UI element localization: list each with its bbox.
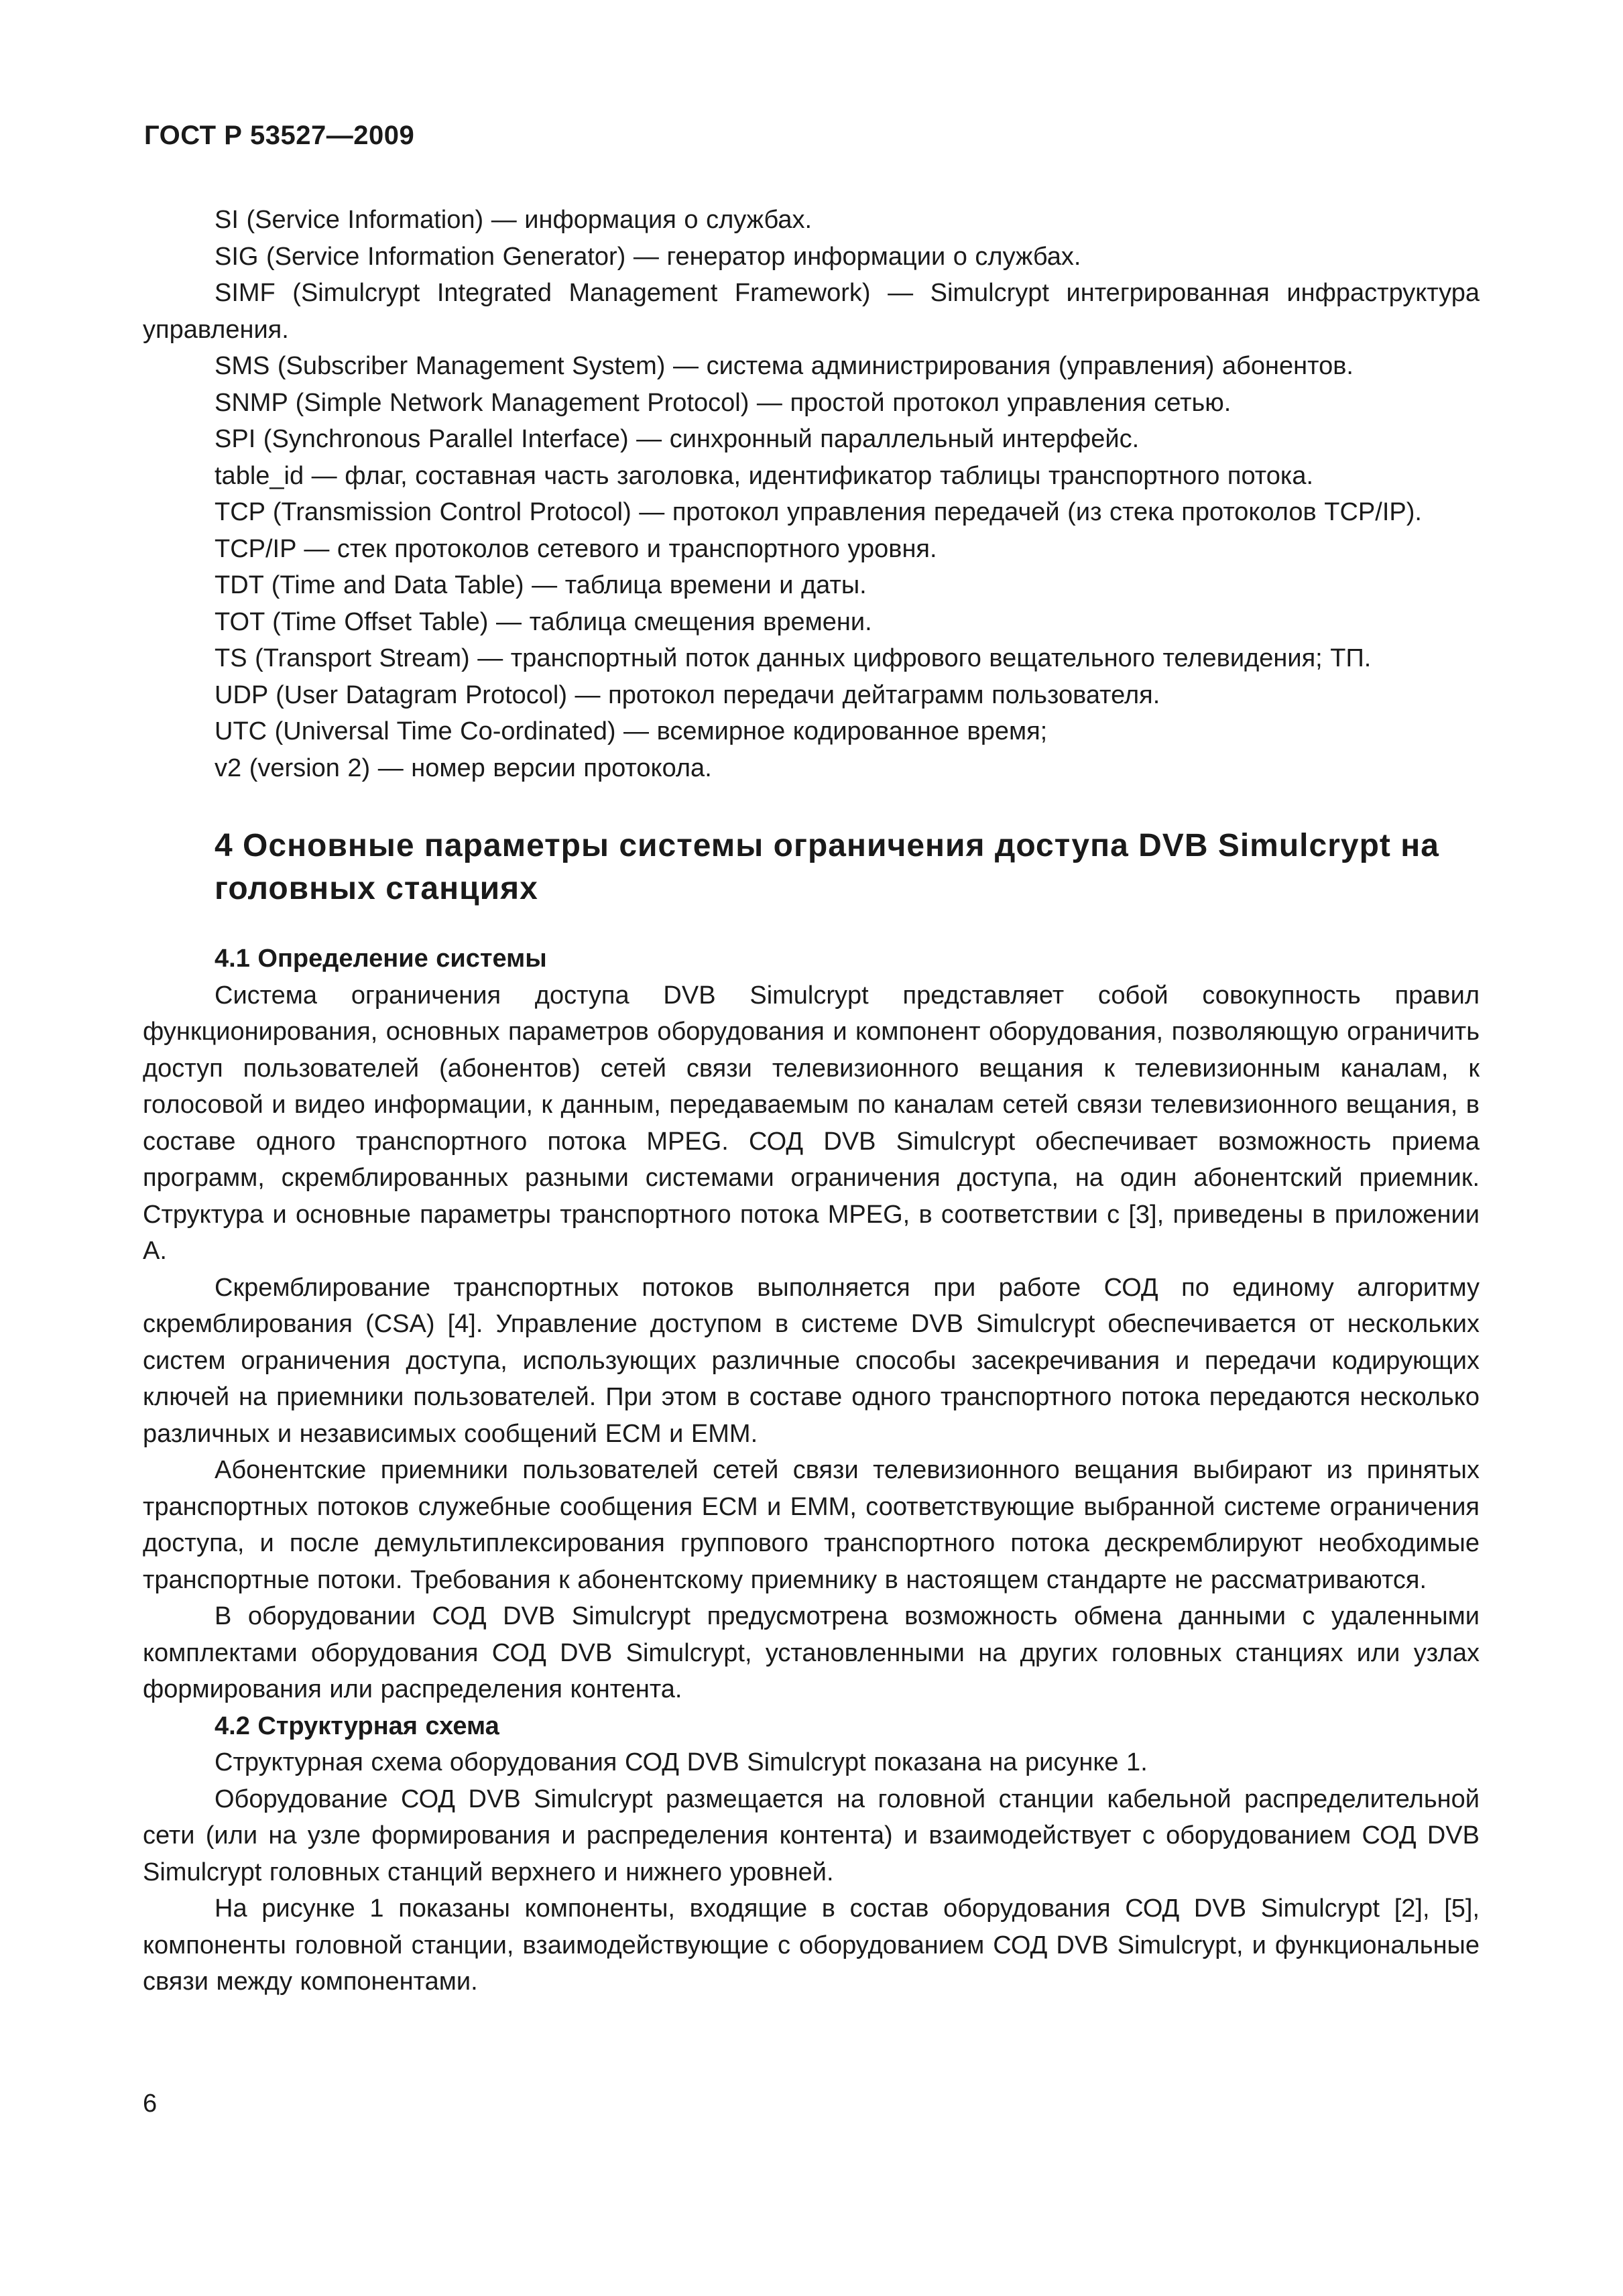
- abbreviation-item: UDP (User Datagram Protocol) — протокол передачи дейтаграмм пользователя.: [215, 680, 1160, 709]
- abbreviation-item: UTC (Universal Time Co-ordinated) — всемирное кодированное время;: [215, 717, 1048, 745]
- abbreviation-item: TCP/IP — стек протоколов сетевого и транспортного уровня.: [215, 534, 937, 563]
- abbreviation-item: table_id — флаг, составная часть заголовка, идентификатор таблицы транспортного потока.: [215, 461, 1314, 490]
- abbreviation-item: SI (Service Information) — информация о службах.: [215, 206, 813, 234]
- abbreviation-item: SPI (Synchronous Parallel Interface) — синхронный параллельный интерфейс.: [215, 425, 1140, 453]
- paragraph: В оборудовании СОД DVB Simulcrypt предусмотрена возможность обмена данными с удаленными комплектами оборудования СОД DVB Simulcrypt, установленными на других головных станциях или узлах формирования или распределения контента.: [143, 1602, 1480, 1703]
- subsection-4-1-title: 4.1 Определение системы: [215, 945, 547, 973]
- page-number: 6: [143, 2090, 158, 2118]
- abbreviation-item: v2 (version 2) — номер версии протокола.: [215, 753, 712, 782]
- abbreviation-item: TCP (Transmission Control Protocol) — протокол управления передачей (из стека протоколов TCP/IP).: [215, 498, 1422, 526]
- subsection-4-2-title: 4.2 Структурная схема: [215, 1711, 499, 1740]
- paragraph: Система ограничения доступа DVB Simulcrypt представляет собой совокупность правил функционирования, основных параметров оборудования и компонент оборудования, позволяющую ограничить доступ пользователей (абонентов) сетей связи телевизионного вещания к телевизионным каналам, к голосовой и видео информации, к данным, передаваемым по каналам сетей связи телевизионного вещания, в составе одного транспортного потока MPEG. СОД DVB Simulcrypt обеспечивает возможность приема программ, скремблированных разными системами ограничения доступа, на один абонентский приемник. Структура и основные параметры транспортного потока MPEG, в соответствии с [3], приведены в приложении А.: [143, 981, 1480, 1265]
- abbreviation-item: TOT (Time Offset Table) — таблица смещения времени.: [215, 607, 872, 636]
- section-4-title: 4 Основные параметры системы ограничения доступа DVB Simulcrypt на головных станциях: [215, 828, 1439, 906]
- paragraph: Оборудование СОД DVB Simulcrypt размещается на головной станции кабельной распределительной сети (или на узле формирования и распределения контента) и взаимодействует с оборудованием СОД DVB Simulcrypt головных станций верхнего и нижнего уровней.: [143, 1785, 1480, 1886]
- paragraph: Абонентские приемники пользователей сетей связи телевизионного вещания выбирают из принятых транспортных потоков служебные сообщения ЕСМ и ЕММ, соответствующие выбранной системе ограничения доступа, и после демультиплексирования группового транспортного потока дескремблируют необходимые транспортные потоки. Требования к абонентскому приемнику в настоящем стандарте не рассматриваются.: [143, 1456, 1480, 1594]
- paragraph: На рисунке 1 показаны компоненты, входящие в состав оборудования СОД DVB Simulcrypt [2], [5], компоненты головной станции, взаимодействующие с оборудованием СОД DVB Simulcrypt, и функциональные связи между компонентами.: [143, 1894, 1480, 1996]
- abbreviation-item: SMS (Subscriber Management System) — система администрирования (управления) абонентов.: [215, 352, 1354, 380]
- abbreviation-item: SIG (Service Information Generator) — генератор информации о службах.: [215, 242, 1081, 271]
- abbreviation-item: TS (Transport Stream) — транспортный поток данных цифрового вещательного телевидения; ТП.: [215, 644, 1372, 672]
- paragraph: Скремблирование транспортных потоков выполняется при работе СОД по единому алгоритму скремблирования (CSA) [4]. Управление доступом в системе DVB Simulcrypt обеспечивается от нескольких систем ограничения доступа, использующих различные способы засекречивания и передачи кодирующих ключей на приемники пользователей. При этом в составе одного транспортного потока передаются несколько различных и независимых сообщений ЕСМ и ЕММ.: [143, 1273, 1480, 1448]
- abbreviation-item: SNMP (Simple Network Management Protocol) — простой протокол управления сетью.: [215, 388, 1231, 417]
- abbreviation-item: SIMF (Simulcrypt Integrated Management Framework) — Simulcrypt интегрированная инфраструктура управления.: [143, 279, 1480, 344]
- abbreviation-list: [143, 202, 1480, 786]
- paragraph: Структурная схема оборудования СОД DVB Simulcrypt показана на рисунке 1.: [215, 1748, 1148, 1776]
- abbreviation-item: TDT (Time and Data Table) — таблица времени и даты.: [215, 571, 867, 599]
- document-header: ГОСТ Р 53527—2009: [144, 121, 415, 150]
- section-4-body: [143, 941, 1480, 2000]
